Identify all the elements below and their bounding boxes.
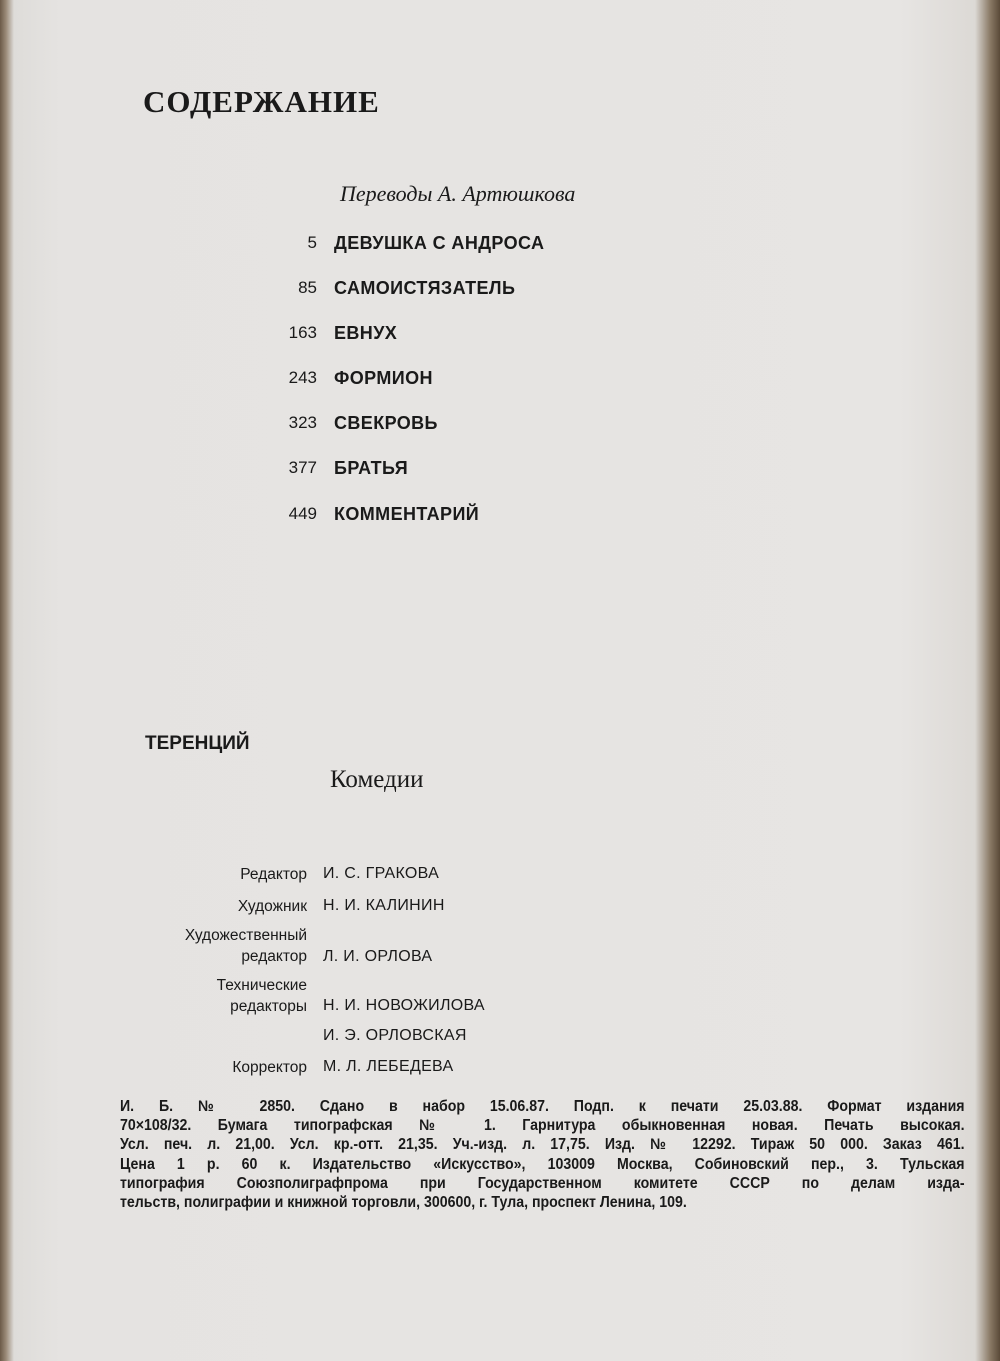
book-title: Комедии [330, 766, 424, 793]
contents-title: СОДЕРЖАНИЕ [143, 84, 380, 119]
toc-title: СВЕКРОВЬ [334, 413, 438, 433]
toc-title: ДЕВУШКА С АНДРОСА [334, 233, 545, 253]
proofreader-label: Корректор [232, 1059, 307, 1076]
editor-label: Редактор [240, 866, 307, 883]
author-name: ТЕРЕНЦИЙ [145, 733, 250, 754]
toc-title: БРАТЬЯ [334, 458, 409, 478]
imprint-line: тельств, полиграфии и книжной торговли, 300600, г. Тула, проспект Ленина, 109. [120, 1194, 687, 1212]
imprint-line: Цена 1 р. 60 к. Издательство «Искусство», 103009 Москва, Собиновский пер., 3. Тульская [120, 1155, 965, 1173]
artist-label: Художник [237, 898, 307, 915]
editor-name: И. С. ГРАКОВА [323, 865, 440, 882]
toc-title: САМОИСТЯЗАТЕЛЬ [334, 278, 516, 298]
art-editor-name: Л. И. ОРЛОВА [323, 948, 433, 965]
artist-name: Н. И. КАЛИНИН [323, 897, 445, 914]
imprint-line: И. Б. № 2850. Сдано в набор 15.06.87. Подп. к печати 25.03.88. Формат издания [120, 1098, 965, 1115]
toc-page: 449 [288, 504, 317, 523]
toc-title: ЕВНУХ [334, 323, 398, 343]
toc-page: 323 [288, 413, 317, 432]
proofreader-name: М. Л. ЛЕБЕДЕВА [323, 1058, 454, 1075]
toc-page: 85 [298, 278, 317, 297]
toc-page: 243 [288, 368, 317, 387]
tech-editors-label-1: Технические [216, 977, 307, 994]
toc-page: 377 [288, 458, 317, 477]
tech-editors-label-2: редакторы [230, 998, 307, 1015]
art-editor-label-1: Художественный [184, 927, 307, 944]
toc-page: 5 [307, 233, 317, 252]
imprint-line: Усл. печ. л. 21,00. Усл. кр.-отт. 21,35. Уч.-изд. л. 17,75. Изд. № 12292. Тираж 50 000. Заказ 461. [120, 1136, 965, 1154]
imprint-line: 70×108/32. Бумага типографская № 1. Гарнитура обыкновенная новая. Печать высокая. [120, 1117, 965, 1135]
tech-editor-1: Н. И. НОВОЖИЛОВА [323, 997, 485, 1014]
toc-title: ФОРМИОН [334, 368, 433, 388]
art-editor-label-2: редактор [241, 948, 307, 965]
toc-page: 163 [288, 323, 317, 342]
imprint-block [120, 1097, 965, 1212]
toc-title: КОММЕНТАРИЙ [334, 504, 480, 524]
translator-line: Переводы А. Артюшкова [340, 181, 576, 206]
tech-editor-2: И. Э. ОРЛОВСКАЯ [323, 1027, 467, 1044]
imprint-line: типография Союзполиграфпрома при Государственном комитете СССР по делам изда- [120, 1174, 965, 1192]
